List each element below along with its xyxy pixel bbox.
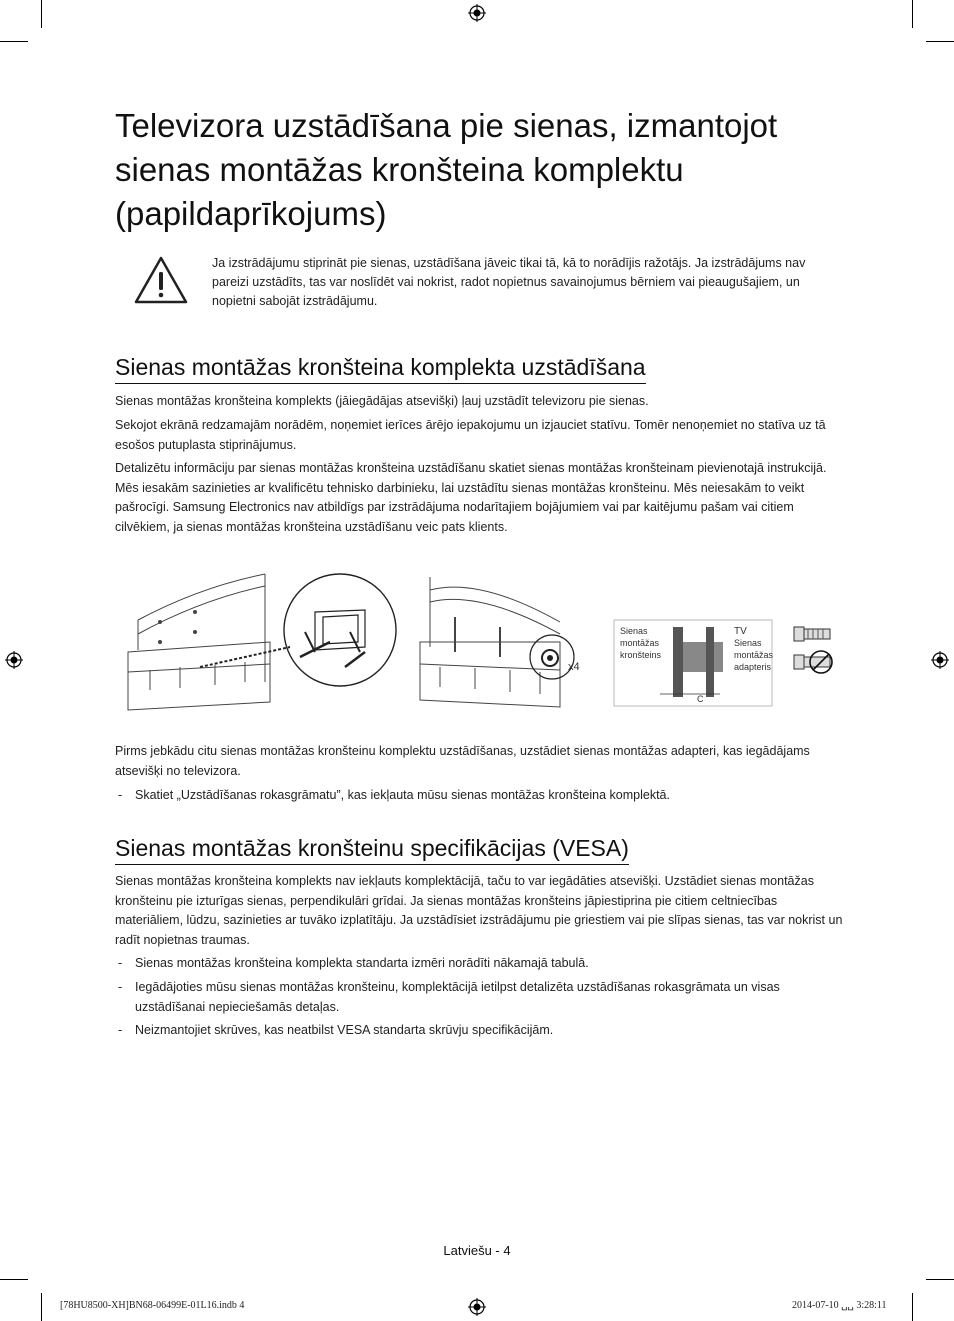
bullet-text: Neizmantojiet skrūves, kas neatbilst VESA standarta skrūvju specifikācijām. [135,1023,554,1037]
wall-label-line: montāžas [620,638,660,648]
page-title [115,104,875,236]
paragraph: Sekojot ekrānā redzamajām norādēm, noņemiet ierīces ārējo iepakojumu un izjauciet statīvu. Tomēr nenoņemiet no statīva uz tā esošos putuplasta stiprinājumus. [115,418,826,452]
adapter-label-line: adapteris [734,662,772,672]
title-line: (papildaprīkojums) [115,195,387,232]
bullet-item [115,786,843,806]
adapter-label-line: montāžas [734,650,774,660]
crop-mark [926,41,954,42]
crop-mark [912,1293,913,1321]
tv-back-drawing-2 [420,577,560,707]
registration-mark-icon [468,1298,486,1316]
bracket-detail [300,610,365,667]
wall-label-line: Sienas [620,626,648,636]
crop-mark [926,1279,954,1280]
section-heading-installation: Sienas montāžas kronšteina komplekta uzstādīšana [115,352,646,384]
bullet-text: Sienas montāžas kronšteina komplekta standarta izmēri norādīti nākamajā tabulā. [135,956,589,970]
crop-mark [0,41,28,42]
bullet-dash: - [118,1023,123,1037]
page-number: Latviešu - 4 [443,1243,511,1258]
warning-icon [133,255,189,305]
bullet-dash: - [118,980,123,994]
section-heading-vesa: Sienas montāžas kronšteinu specifikācijas (VESA) [115,833,629,865]
adapter-label-line: Sienas [734,638,762,648]
bullet-dash: - [118,956,123,970]
detail-circle [284,574,396,686]
crop-mark [0,1279,28,1280]
paragraph: Sienas montāžas kronšteina komplekts (jāiegādājas atsevišķi) ļauj uzstādīt televizoru pie sienas. [115,394,649,408]
crop-mark [912,0,913,28]
crop-mark [41,0,42,28]
wall-mount-figure [120,572,840,722]
bullet-item [115,978,843,1017]
title-line: Televizora uzstādīšana pie sienas, izmantojot [115,107,778,144]
slug-right: 2014-07-10 ␣␣ 3:28:11 [792,1300,887,1311]
registration-mark-icon [931,651,949,669]
dimension-label: C [697,694,704,704]
registration-mark-icon [5,651,23,669]
bullet-item [115,954,843,974]
bullet-item [115,1021,843,1041]
multiplier-label: x4 [568,661,580,673]
cross-section-diagram [614,620,774,706]
bullet-dash: - [118,788,123,802]
screw-ok-icon [794,627,830,641]
tv-back-drawing-1 [128,574,270,710]
crop-mark [41,1293,42,1321]
bullet-text: Iegādājoties mūsu sienas montāžas kronšteinu, komplektācijā ietilpst detalizēta uzstādīšanas rokasgrāmata un visas uzstādīšanai nepieciešamās detaļas. [135,980,780,1014]
slug-left: [78HU8500-XH]BN68-06499E-01L16.indb 4 [60,1300,245,1311]
paragraph: Pirms jebkādu citu sienas montāžas kronšteinu komplektu uzstādīšanas, uzstādiet sienas montāžas adapteri, kas iegādājams atsevišķi no televizora. [115,744,810,778]
warning-text: Ja izstrādājumu stiprināt pie sienas, uzstādīšana jāveic tikai tā, kā to norādījis ražotājs. Ja izstrādājums nav pareizi uzstādīts, tas var noslīdēt vai nokrist, radot nopietnus savainojumus bērniem vai pieaugušajiem, un nopietni sabojāt izstrādājumu. [212,256,806,308]
paragraph: Sienas montāžas kronšteina komplekts nav iekļauts komplektācijā, taču to var iegādāties atsevišķi. Uzstādiet sienas montāžas kronšteinu pie izturīgas sienas, perpendikulāri grīdai. Ja sienas montāžas kronšteins jāpiestiprina pie citiem celtniecības materiāliem, lūdzu, sazinieties ar tuvāko izplatītāju. Ja uzstādīsiet izstrādājumu pie griestiem vai pie slīpas sienas, tas var nokrist un radīt nopietnas traumas. [115,874,843,947]
paragraph: Detalizētu informāciju par sienas montāžas kronšteina uzstādīšanu skatiet sienas montāžas kronšteinam pievienotajā instrukcijā. Mēs iesakām sazinieties ar kvalificētu tehnisko darbinieku, lai uzstādītu sienas montāžas kronšteinu. Mēs neiesakām to veikt pašrocīgi. Samsung Electronics nav atbildīgs par izstrādājuma nodarītajiem bojājumiem vai par kaitējumu pašam vai citiem cilvēkiem, ja sienas montāžas kronšteina uzstādīšanu veic pats klients. [115,461,827,534]
title-line: sienas montāžas kronšteina komplektu [115,151,684,188]
registration-mark-icon [468,4,486,22]
wall-label-line: kronšteins [620,650,662,660]
bullet-text: Skatiet „Uzstādīšanas rokasgrāmatu”, kas iekļauta mūsu sienas montāžas kronšteina komplektā. [135,788,670,802]
tv-label: TV [734,626,747,637]
screw-wrong-icon [794,651,832,673]
